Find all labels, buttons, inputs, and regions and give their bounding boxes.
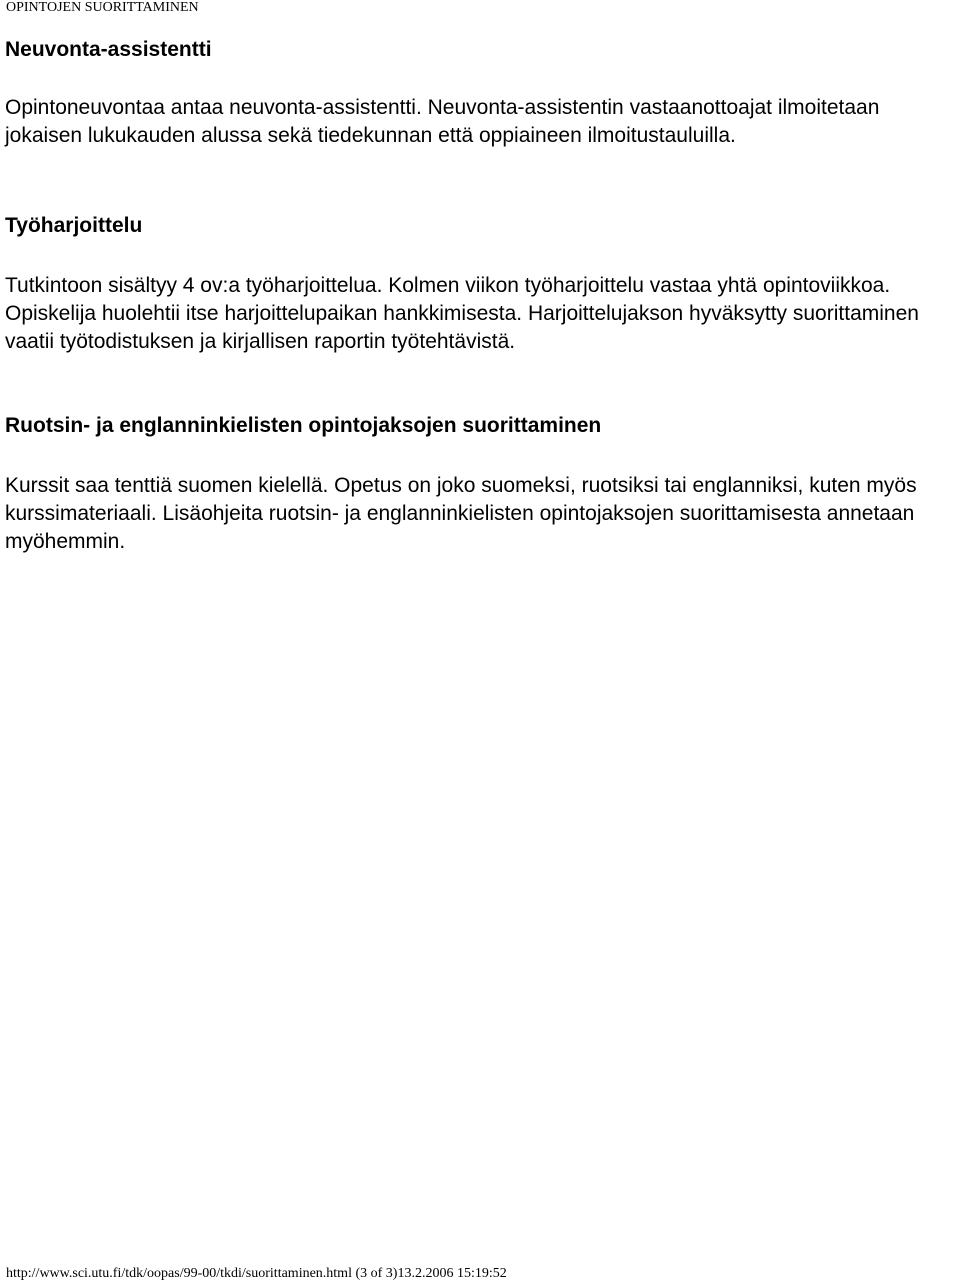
section-text-tyoharjoittelu: Tutkintoon sisältyy 4 ov:a työharjoittelua. Kolmen viikon työharjoittelu vastaa yhtä opintoviikkoa. Opiskelija huolehtii itse harjoittelupaikan hankkimisesta. Harjoittelujakson hyväksytty suorittaminen vaatii työtodistuksen ja kirjallisen raportin työtehtävistä.: [5, 274, 919, 353]
running-footer-url: http://www.sci.utu.fi/tdk/oopas/99-00/tkdi/suorittaminen.html (3 of 3)13.2.2006 15:19:52: [6, 1266, 507, 1281]
section-heading-neuvonta-assistentti: Neuvonta-assistentti: [5, 38, 212, 61]
document-body: [5, 36, 955, 556]
section-heading-tyoharjoittelu: Työharjoittelu: [5, 214, 143, 237]
running-header: OPINTOJEN SUORITTAMINEN: [6, 0, 199, 15]
section-text-kieliset-opintojaksot: Kurssit saa tenttiä suomen kielellä. Opetus on joko suomeksi, ruotsiksi tai englanniksi, kuten myös kurssimateriaali. Lisäohjeita ruotsin- ja englanninkielisten opintojaksojen suorittamisesta annetaan myöhemmin.: [5, 474, 917, 553]
section-heading-kieliset-opintojaksot: Ruotsin- ja englanninkielisten opintojaksojen suorittaminen: [5, 414, 602, 437]
section-text-neuvonta-assistentti: Opintoneuvontaa antaa neuvonta-assistentti. Neuvonta-assistentin vastaanottoajat ilmoitetaan jokaisen lukukauden alussa sekä tiedekunnan että oppiaineen ilmoitustauluilla.: [5, 96, 880, 147]
